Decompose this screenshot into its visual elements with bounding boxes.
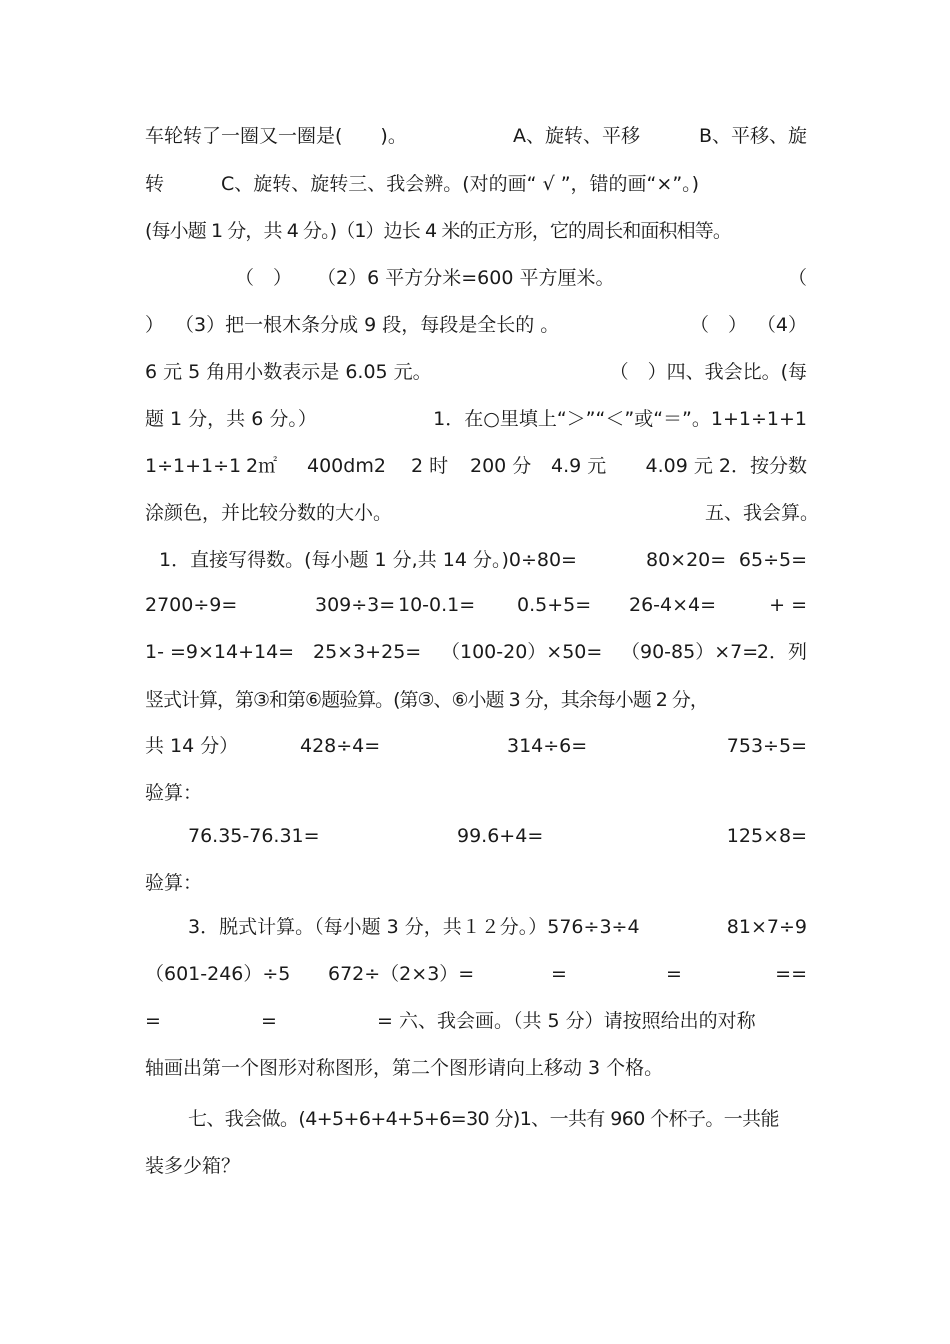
- text-segment: 314÷6=: [507, 735, 588, 757]
- text-line: [145, 402, 807, 436]
- text-segment: = 六、我会画。（共 5 分）请按照给出的对称: [377, 1010, 756, 1032]
- text-line: [145, 729, 807, 763]
- text-segment: （4）: [756, 314, 807, 336]
- text-segment: 1- =9×14+14=: [145, 641, 295, 663]
- text-segment: 2㎡: [246, 455, 278, 477]
- text-line: [145, 119, 807, 153]
- text-segment: 1÷1+1÷1: [145, 455, 242, 477]
- text-segment: 80×20=: [646, 549, 727, 571]
- text-segment: 26-4×4=: [629, 594, 717, 616]
- text-segment: （90-85）×7=: [621, 641, 759, 663]
- text-segment: 轴画出第一个图形对称图形，第二个图形请向上移动 3 个格。: [145, 1057, 664, 1079]
- text-segment: 309÷3=: [315, 594, 396, 616]
- text-segment: 4.9 元: [551, 455, 607, 477]
- text-segment: 2 时: [411, 455, 449, 477]
- text-segment: 涂颜色，并比较分数的大小。: [145, 502, 393, 524]
- text-segment: 2．列: [756, 641, 807, 663]
- text-segment: 共 14 分）: [145, 735, 239, 757]
- text-segment: 题 1 分，共 6 分。）: [145, 408, 317, 430]
- text-segment: =: [145, 1010, 161, 1032]
- text-line: [145, 167, 807, 201]
- text-segment: =: [551, 963, 567, 985]
- text-line: [145, 683, 807, 717]
- text-line: [145, 308, 807, 342]
- text-line: [145, 776, 807, 810]
- text-segment: 4.09 元 2．按分数: [645, 455, 807, 477]
- text-segment: ）: [145, 314, 165, 336]
- text-segment: 25×3+25=: [313, 641, 422, 663]
- text-segment: 0.5+5=: [517, 594, 592, 616]
- text-segment: 装多少箱？: [145, 1155, 241, 1177]
- text-line: [145, 1004, 807, 1038]
- text-line: [145, 819, 807, 853]
- text-segment: B、平移、旋: [698, 125, 807, 147]
- text-line: [145, 1051, 807, 1085]
- text-segment: 76.35-76.31=: [188, 825, 320, 847]
- text-segment: 10-0.1=: [398, 594, 476, 616]
- text-line: [145, 449, 807, 483]
- text-segment: 99.6+4=: [457, 825, 544, 847]
- text-segment: ==: [775, 963, 807, 985]
- text-segment: 转: [145, 173, 165, 195]
- text-segment: 672÷（2×3）=: [328, 963, 475, 985]
- text-line: [145, 1149, 807, 1183]
- text-segment: 6 元 5 角用小数表示是 6.05 元。: [145, 361, 432, 383]
- text-line: [145, 957, 807, 991]
- text-segment: 428÷4=: [300, 735, 381, 757]
- text-line: [145, 214, 807, 248]
- text-segment: 2700÷9=: [145, 594, 238, 616]
- text-segment: （2）6 平方分米=600 平方厘米。: [317, 267, 615, 289]
- text-line: [145, 1102, 807, 1136]
- text-segment: 七、我会做。(4+5+6+4+5+6=30 分)1、一共有 960 个杯子。一共能: [188, 1108, 779, 1130]
- text-line: [145, 496, 819, 530]
- text-segment: 竖式计算，第③和第⑥题验算。(第③、⑥小题 3 分，其余每小题 2 分，: [145, 689, 708, 711]
- text-line: [145, 543, 807, 577]
- text-segment: 3．脱式计算。（每小题 3 分，共１２分。）576÷3÷4: [188, 916, 640, 938]
- text-line: [145, 910, 807, 944]
- text-segment: 753÷5=: [726, 735, 807, 757]
- text-segment: （ ）: [235, 267, 293, 289]
- text-segment: （: [787, 267, 807, 289]
- text-segment: =: [666, 963, 682, 985]
- text-line: [145, 635, 807, 669]
- text-segment: (每小题 1 分，共 4 分。)（1）边长 4 米的正方形，它的周长和面积相等。: [145, 220, 731, 242]
- text-segment: 1．在○里填上“＞”“＜”或“＝”。1+1÷1+1: [433, 408, 807, 430]
- text-segment: 125×8=: [726, 825, 807, 847]
- text-segment: 400dm2: [307, 455, 386, 477]
- text-segment: 81×7÷9: [726, 916, 807, 938]
- text-line: [145, 588, 807, 622]
- text-segment: 验算：: [145, 872, 203, 894]
- text-segment: A、旋转、平移: [513, 125, 640, 147]
- text-segment: 65÷5=: [738, 549, 807, 571]
- text-segment: （100-20）×50=: [441, 641, 603, 663]
- text-line: [145, 355, 807, 389]
- text-segment: C、旋转、旋转三、我会辨。(对的画“ √ ”，错的画“×”。): [221, 173, 700, 195]
- text-segment: 五、我会算。: [704, 502, 819, 524]
- text-segment: + =: [769, 594, 807, 616]
- text-line: [145, 866, 807, 900]
- text-line: [145, 261, 807, 295]
- text-segment: （3）把一根木条分成 9 段，每段是全长的 。: [175, 314, 560, 336]
- text-segment: =: [261, 1010, 277, 1032]
- text-segment: （601-246）÷5: [145, 963, 291, 985]
- text-segment: 车轮转了一圈又一圈是( )。: [145, 125, 407, 147]
- text-segment: 验算：: [145, 782, 203, 804]
- text-segment: （ ）四、我会比。(每: [609, 361, 807, 383]
- text-segment: （ ）: [690, 314, 748, 336]
- text-segment: 1．直接写得数。(每小题 1 分,共 14 分。)0÷80=: [159, 549, 577, 571]
- text-segment: 200 分: [470, 455, 532, 477]
